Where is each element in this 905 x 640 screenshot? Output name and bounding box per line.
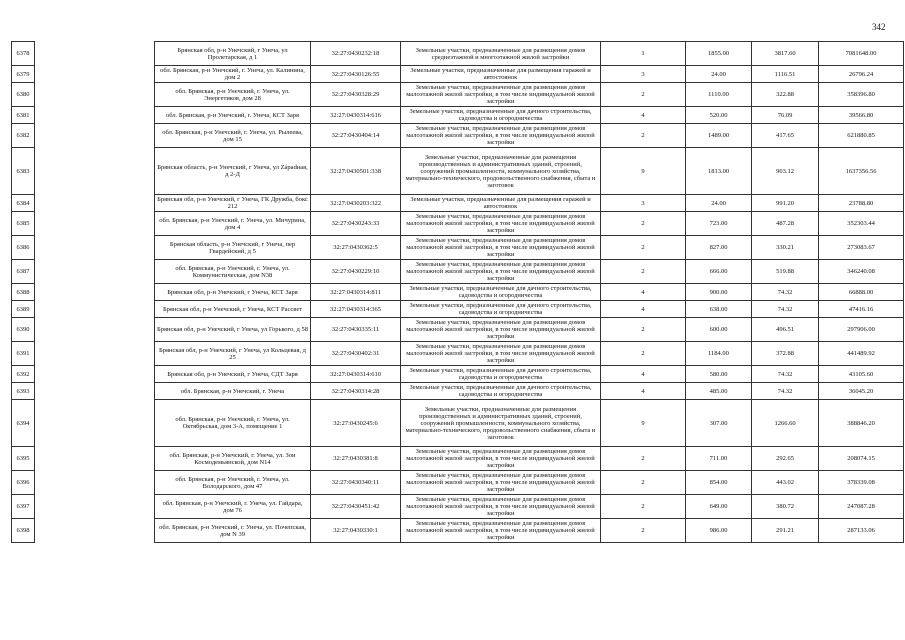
land-use-cell: Земельные участки, предназначенные для размещения домов малоэтажной жилой застройки, в том числе индивидуальной жилой застройки	[401, 124, 601, 148]
group-cell: 9	[601, 148, 686, 195]
address-cell: Брянская обл, р-н Унечский, г Унеча, КСТ Рассвет	[155, 301, 311, 318]
rate-cell: 76.09	[752, 107, 819, 124]
address-cell: обл. Брянская, р-н Унечский, г. Унеча, ул. Почепская, дом N 39	[155, 519, 311, 543]
value-cell: 247087.28	[819, 495, 904, 519]
row-number-cell: 6385	[12, 212, 35, 236]
rate-cell: 519.88	[752, 260, 819, 284]
address-cell: Брянская обл, р-н Унечский, г Унеча, ул Пролетарская, д 1	[155, 42, 311, 66]
table-row	[155, 301, 904, 318]
row-number-cell: 6389	[12, 301, 35, 318]
table-row	[155, 383, 904, 400]
value-cell: 352303.44	[819, 212, 904, 236]
group-cell: 2	[601, 342, 686, 366]
table-row	[155, 236, 904, 260]
value-cell: 26796.24	[819, 66, 904, 83]
table-row	[155, 519, 904, 543]
land-use-cell: Земельные участки, предназначенные для размещения гаражей и автостоянок	[401, 66, 601, 83]
cadastral-number-cell: 32:27:0430126:55	[311, 66, 401, 83]
area-cell: 649.00	[686, 495, 752, 519]
cadastral-number-cell: 32:27:0430328:29	[311, 83, 401, 107]
table-row	[155, 400, 904, 447]
address-cell: Брянская обл, р-н Унечский, г Унеча, СДТ Заря	[155, 366, 311, 383]
table-row	[155, 124, 904, 148]
rate-cell: 74.32	[752, 383, 819, 400]
area-cell: 986.00	[686, 519, 752, 543]
group-cell: 4	[601, 383, 686, 400]
address-cell: Брянская область, р-н Унечский, г Унеча, ул Západная, д 2-Д	[155, 148, 311, 195]
group-cell: 1	[601, 42, 686, 66]
land-use-cell: Земельные участки, предназначенные для размещения домов малоэтажной жилой застройки, в том числе индивидуальной жилой застройки	[401, 495, 601, 519]
row-number-cell: 6380	[12, 83, 35, 107]
cadastral-number-cell: 32:27:0430381:8	[311, 447, 401, 471]
group-cell: 2	[601, 471, 686, 495]
cadastral-number-cell: 32:27:0430314:616	[311, 107, 401, 124]
rate-cell: 417.65	[752, 124, 819, 148]
value-cell: 1637356.56	[819, 148, 904, 195]
value-cell: 358396.80	[819, 83, 904, 107]
row-number-cell: 6397	[12, 495, 35, 519]
table-row	[155, 83, 904, 107]
area-cell: 638.00	[686, 301, 752, 318]
cadastral-number-cell: 32:27:0430203:322	[311, 195, 401, 212]
row-number	[12, 495, 35, 519]
table-row	[155, 366, 904, 383]
land-use-cell: Земельные участки, предназначенные для размещения домов малоэтажной жилой застройки, в том числе индивидуальной жилой застройки	[401, 260, 601, 284]
area-cell: 307.00	[686, 400, 752, 447]
group-cell: 2	[601, 495, 686, 519]
land-use-cell: Земельные участки, предназначенные для дачного строительства, садоводства и огородничества	[401, 383, 601, 400]
address-cell: обл. Брянская, р-н Унечский, г. Унеча, ул. Зои Космодемьянской, дом N14	[155, 447, 311, 471]
row-number	[12, 284, 35, 301]
land-use-cell: Земельные участки, предназначенные для размещения домов малоэтажной жилой застройки, в том числе индивидуальной жилой застройки	[401, 318, 601, 342]
area-cell: 1813.00	[686, 148, 752, 195]
row-number	[12, 148, 35, 195]
row-number-cell: 6398	[12, 519, 35, 543]
row-number	[12, 383, 35, 400]
group-cell: 2	[601, 447, 686, 471]
table-row	[155, 195, 904, 212]
table-row	[155, 471, 904, 495]
area-cell: 1184.00	[686, 342, 752, 366]
area-cell: 666.00	[686, 260, 752, 284]
cadastral-number-cell: 32:27:0430245:6	[311, 400, 401, 447]
cadastral-number-cell: 32:27:0430362:5	[311, 236, 401, 260]
cadastral-number-cell: 32:27:0430340:11	[311, 471, 401, 495]
value-cell: 346240.08	[819, 260, 904, 284]
group-cell: 3	[601, 195, 686, 212]
land-use-cell: Земельные участки, предназначенные для размещения домов среднеэтажной и многоэтажной жилой застройки	[401, 42, 601, 66]
row-number	[12, 318, 35, 342]
land-use-cell: Земельные участки, предназначенные для дачного строительства, садоводства и огородничества	[401, 107, 601, 124]
address-cell: обл. Брянская, р-н Унечский, г. Унеча, ул. Энергетиков, дом 28	[155, 83, 311, 107]
land-use-cell: Земельные участки, предназначенные для дачного строительства, садоводства и огородничества	[401, 284, 601, 301]
address-cell: Брянская обл, р-н Унечский, г Унеча, КСТ Заря	[155, 284, 311, 301]
row-number	[12, 42, 35, 66]
table-row	[155, 284, 904, 301]
row-number	[12, 236, 35, 260]
value-cell: 47416.16	[819, 301, 904, 318]
area-cell: 1855.00	[686, 42, 752, 66]
rate-cell: 496.51	[752, 318, 819, 342]
rate-cell: 330.21	[752, 236, 819, 260]
cadastral-number-cell: 32:27:0430243:33	[311, 212, 401, 236]
row-number-cell: 6394	[12, 400, 35, 447]
rate-cell: 292.65	[752, 447, 819, 471]
group-cell: 2	[601, 519, 686, 543]
area-cell: 900.00	[686, 284, 752, 301]
value-cell: 287133.06	[819, 519, 904, 543]
group-cell: 4	[601, 366, 686, 383]
rate-cell: 74.32	[752, 301, 819, 318]
address-cell: обл. Брянская, р-н Унечский, г. Унеча, ул. Мичурина, дом 4	[155, 212, 311, 236]
row-number-cell: 6381	[12, 107, 35, 124]
row-number	[12, 447, 35, 471]
table-row	[155, 495, 904, 519]
value-cell: 36045.20	[819, 383, 904, 400]
rate-cell: 1116.51	[752, 66, 819, 83]
area-cell: 827.00	[686, 236, 752, 260]
rate-cell: 3817.60	[752, 42, 819, 66]
table-row	[155, 42, 904, 66]
value-cell: 388846.20	[819, 400, 904, 447]
row-number-cell: 6391	[12, 342, 35, 366]
address-cell: обл. Брянская, р-н Унечский, г. Унеча, ул. Гайдара, дом 76	[155, 495, 311, 519]
cadastral-number-cell: 32:27:0430314:610	[311, 366, 401, 383]
cadastral-number-cell: 32:27:0430330:1	[311, 519, 401, 543]
cadastral-number-cell: 32:27:0430314:28	[311, 383, 401, 400]
row-number-cell: 6384	[12, 195, 35, 212]
address-cell: обл. Брянская, р-н Унечский, г. Унеча, ул. Володарского, дом 47	[155, 471, 311, 495]
rate-cell: 443.02	[752, 471, 819, 495]
address-cell: обл. Брянская, р-н Унечский, г. Унеча	[155, 383, 311, 400]
land-use-cell: Земельные участки, предназначенные для размещения домов малоэтажной жилой застройки, в том числе индивидуальной жилой застройки	[401, 83, 601, 107]
table-row	[155, 260, 904, 284]
cadastral-value-table	[154, 41, 904, 543]
rate-cell: 903.12	[752, 148, 819, 195]
row-number-cell: 6395	[12, 447, 35, 471]
value-cell: 378339.08	[819, 471, 904, 495]
area-cell: 580.00	[686, 366, 752, 383]
rate-cell: 380.72	[752, 495, 819, 519]
row-number	[12, 471, 35, 495]
rate-cell: 487.28	[752, 212, 819, 236]
table-row	[155, 107, 904, 124]
value-cell: 621880.85	[819, 124, 904, 148]
value-cell: 441489.92	[819, 342, 904, 366]
group-cell: 2	[601, 212, 686, 236]
land-use-cell: Земельные участки, предназначенные для дачного строительства, садоводства и огородничества	[401, 301, 601, 318]
area-cell: 485.00	[686, 383, 752, 400]
page-number: 342	[872, 22, 886, 32]
row-number-column	[11, 41, 35, 543]
group-cell: 4	[601, 301, 686, 318]
table-row	[155, 148, 904, 195]
row-number-cell: 6390	[12, 318, 35, 342]
row-number-cell: 6383	[12, 148, 35, 195]
value-cell: 297906.00	[819, 318, 904, 342]
row-number	[12, 107, 35, 124]
area-cell: 854.00	[686, 471, 752, 495]
row-number-cell: 6378	[12, 42, 35, 66]
area-cell: 723.00	[686, 212, 752, 236]
row-number	[12, 400, 35, 447]
rate-cell: 991.20	[752, 195, 819, 212]
area-cell: 1110.00	[686, 83, 752, 107]
cadastral-number-cell: 32:27:0430501:338	[311, 148, 401, 195]
rate-cell: 1266.60	[752, 400, 819, 447]
row-number-cell: 6386	[12, 236, 35, 260]
cadastral-number-cell: 32:27:0430402:31	[311, 342, 401, 366]
cadastral-number-cell: 32:27:0430335:11	[311, 318, 401, 342]
cadastral-number-cell: 32:27:0430451:42	[311, 495, 401, 519]
rate-cell: 74.32	[752, 284, 819, 301]
address-cell: обл. Брянская, р-н Унечский, г. Унеча, ул. Октябрьская, дом 3-А, помещение 1	[155, 400, 311, 447]
land-use-cell: Земельные участки, предназначенные для размещения производственных и административных зданий, строений, сооружений промышленности, коммунального хозяйства, материально-технического, продовольственного снабжения, сбыта и заготовок	[401, 148, 601, 195]
value-cell: 66888.00	[819, 284, 904, 301]
land-use-cell: Земельные участки, предназначенные для размещения домов малоэтажной жилой застройки, в том числе индивидуальной жилой застройки	[401, 471, 601, 495]
value-cell: 39566.80	[819, 107, 904, 124]
address-cell: обл. Брянская, р-н Унечский, г. Унеча, ул. Рылеева, дом 15	[155, 124, 311, 148]
cadastral-number-cell: 32:27:0430229:10	[311, 260, 401, 284]
address-cell: обл. Брянская, р-н Унечский, г. Унеча, ул. Калинина, дом 2	[155, 66, 311, 83]
cadastral-number-cell: 32:27:0430314:365	[311, 301, 401, 318]
rate-cell: 74.32	[752, 366, 819, 383]
value-cell: 43105.60	[819, 366, 904, 383]
group-cell: 2	[601, 236, 686, 260]
address-cell: Брянская область, р-н Унечский, г Унеча, пер Гвардейский, д 5	[155, 236, 311, 260]
area-cell: 600.00	[686, 318, 752, 342]
value-cell: 273083.67	[819, 236, 904, 260]
land-use-cell: Земельные участки, предназначенные для размещения домов малоэтажной жилой застройки, в том числе индивидуальной жилой застройки	[401, 212, 601, 236]
land-use-cell: Земельные участки, предназначенные для размещения домов малоэтажной жилой застройки, в том числе индивидуальной жилой застройки	[401, 519, 601, 543]
group-cell: 4	[601, 284, 686, 301]
rate-cell: 291.21	[752, 519, 819, 543]
value-cell: 23788.80	[819, 195, 904, 212]
land-use-cell: Земельные участки, предназначенные для размещения производственных и административных зданий, строений, сооружений промышленности, коммунального хозяйства, материально-технического, продовольственного снабжения, сбыта и заготовок	[401, 400, 601, 447]
area-cell: 520.00	[686, 107, 752, 124]
area-cell: 24.00	[686, 195, 752, 212]
area-cell: 711.00	[686, 447, 752, 471]
group-cell: 4	[601, 107, 686, 124]
cadastral-number-cell: 32:27:0430314:811	[311, 284, 401, 301]
row-number	[12, 519, 35, 543]
row-number	[12, 366, 35, 383]
row-number	[12, 83, 35, 107]
address-cell: Брянская обл, р-н Унечский, г Унеча, ул Горького, д 58	[155, 318, 311, 342]
row-number-cell: 6382	[12, 124, 35, 148]
group-cell: 3	[601, 66, 686, 83]
row-number	[12, 124, 35, 148]
land-use-cell: Земельные участки, предназначенные для размещения домов малоэтажной жилой застройки, в том числе индивидуальной жилой застройки	[401, 447, 601, 471]
land-use-cell: Земельные участки, предназначенные для размещения домов малоэтажной жилой застройки, в том числе индивидуальной жилой застройки	[401, 342, 601, 366]
address-cell: Брянская обл, р-н Унечский, г Унеча, ГК Дружба, бокс 212	[155, 195, 311, 212]
group-cell: 2	[601, 318, 686, 342]
table-row	[155, 342, 904, 366]
row-number	[12, 195, 35, 212]
table-row	[155, 318, 904, 342]
group-cell: 9	[601, 400, 686, 447]
row-number-cell: 6379	[12, 66, 35, 83]
row-number-cell: 6393	[12, 383, 35, 400]
row-number	[12, 66, 35, 83]
cadastral-number-cell: 32:27:0430404:14	[311, 124, 401, 148]
cadastral-number-cell: 32:27:0430232:18	[311, 42, 401, 66]
address-cell: Брянская обл, р-н Унечский, г Унеча, ул Кольцевая, д 25	[155, 342, 311, 366]
land-use-cell: Земельные участки, предназначенные для дачного строительства, садоводства и огородничества	[401, 366, 601, 383]
group-cell: 2	[601, 124, 686, 148]
row-number-cell: 6388	[12, 284, 35, 301]
group-cell: 2	[601, 260, 686, 284]
row-number-cell: 6387	[12, 260, 35, 284]
address-cell: обл. Брянская, р-н Унечский, г. Унеча, КСТ Заря	[155, 107, 311, 124]
land-use-cell: Земельные участки, предназначенные для размещения гаражей и автостоянок	[401, 195, 601, 212]
row-number	[12, 212, 35, 236]
table-row	[155, 447, 904, 471]
row-number	[12, 342, 35, 366]
value-cell: 7081648.00	[819, 42, 904, 66]
row-number-cell: 6392	[12, 366, 35, 383]
address-cell: обл. Брянская, р-н Унечский, г. Унеча, ул. Коммунистическая, дом N38	[155, 260, 311, 284]
table-row	[155, 66, 904, 83]
rate-cell: 322.88	[752, 83, 819, 107]
row-number-cell: 6396	[12, 471, 35, 495]
row-number	[12, 301, 35, 318]
area-cell: 24.00	[686, 66, 752, 83]
group-cell: 2	[601, 83, 686, 107]
row-number	[12, 260, 35, 284]
table-row	[155, 212, 904, 236]
land-use-cell: Земельные участки, предназначенные для размещения домов малоэтажной жилой застройки, в том числе индивидуальной жилой застройки	[401, 236, 601, 260]
rate-cell: 372.88	[752, 342, 819, 366]
value-cell: 208074.15	[819, 447, 904, 471]
area-cell: 1489.00	[686, 124, 752, 148]
